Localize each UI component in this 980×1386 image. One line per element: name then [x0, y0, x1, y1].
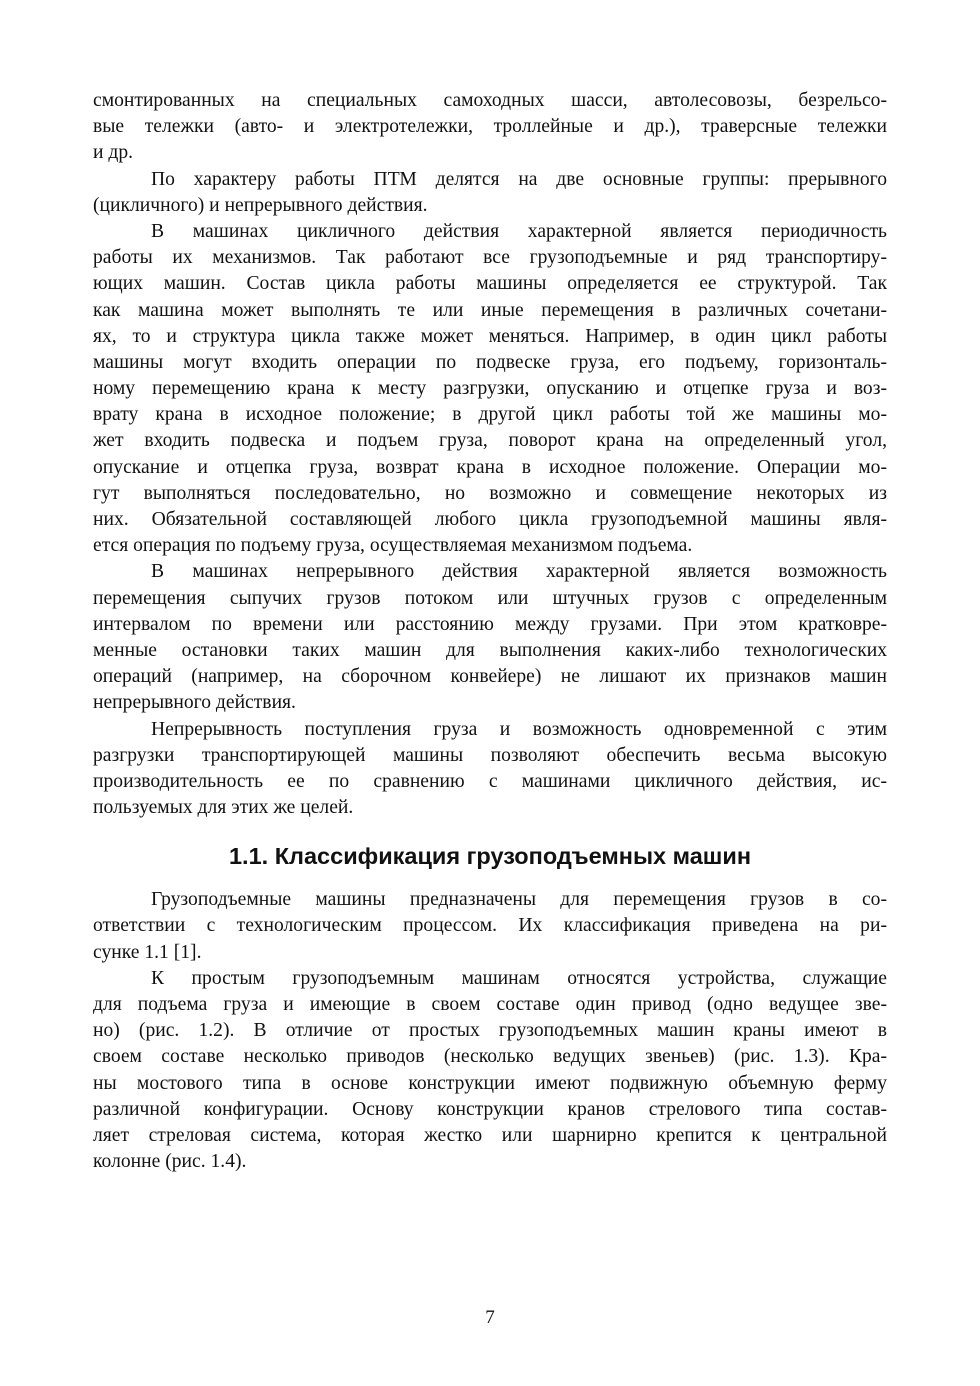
paragraph — [93, 219, 887, 559]
text-line: как машина может выполнять те или иные перемещения в различных сочетани- — [93, 299, 887, 321]
text-line: ется операция по подъему груза, осуществляемая механизмом подъема. — [93, 535, 693, 557]
text-line: и др. — [93, 142, 134, 164]
document-page — [93, 88, 887, 1175]
text-line: операций (например, на сборочном конвейере) не лишают их признаков машин — [93, 666, 887, 688]
text-line: опускание и отцепка груза, возврат крана в исходное положение. Операции мо- — [93, 456, 887, 478]
text-line: работы их механизмов. Так работают все грузоподъемные и ряд транспортиру- — [93, 247, 887, 269]
text-line: По характеру работы ПТМ делятся на две основные группы: прерывного — [151, 168, 887, 190]
text-line: машины могут входить операции по подвеске груза, его подъему, горизонталь- — [93, 351, 887, 373]
text-line: Грузоподъемные машины предназначены для перемещения грузов в со- — [151, 889, 887, 911]
text-line: производительность ее по сравнению с машинами цикличного действия, ис- — [93, 770, 887, 792]
paragraph — [93, 966, 887, 1176]
text-line: перемещения сыпучих грузов потоком или штучных грузов с определенным — [93, 587, 887, 609]
text-line: вые тележки (авто- и электротележки, троллейные и др.), траверсные тележки — [93, 116, 887, 138]
text-line: ны мостового типа в основе конструкции имеют подвижную объемную ферму — [93, 1072, 887, 1094]
text-line: ответствии с технологическим процессом. Их классификация приведена на ри- — [93, 915, 887, 937]
paragraph — [93, 559, 887, 716]
text-line: колонне (рис. 1.4). — [93, 1151, 247, 1173]
section-heading: 1.1. Классификация грузоподъемных машин — [228, 843, 752, 870]
text-line: К простым грузоподъемным машинам относятся устройства, служащие — [151, 967, 887, 989]
text-line: врату крана в исходное положение; в другой цикл работы той же машины мо- — [93, 404, 887, 426]
text-block-after-heading — [93, 887, 887, 1175]
text-line: непрерывного действия. — [93, 692, 296, 714]
text-line: жет входить подвеска и подъем груза, поворот крана на определенный угол, — [93, 430, 887, 452]
text-line: менные остановки таких машин для выполнения каких-либо технологических — [93, 639, 887, 661]
text-line: сунке 1.1 [1]. — [93, 941, 202, 963]
text-line: ющих машин. Состав цикла работы машины определяется ее структурой. Так — [93, 273, 887, 295]
text-line: В машинах цикличного действия характерной является периодичность — [151, 220, 887, 242]
text-line: гут выполняться последовательно, но возможно и совмещение некоторых из — [93, 482, 887, 504]
paragraph — [93, 887, 887, 966]
text-line: ному перемещению крана к месту разгрузки, опусканию и отцепке груза и воз- — [93, 378, 887, 400]
text-line: ляет стреловая система, которая жестко или шарнирно крепится к центральной — [93, 1124, 887, 1146]
text-line: пользуемых для этих же целей. — [93, 797, 354, 819]
text-line: Непрерывность поступления груза и возможность одновременной с этим — [151, 718, 887, 740]
text-line: В машинах непрерывного действия характерной является возможность — [151, 561, 887, 583]
page-number: 7 — [485, 1307, 495, 1328]
text-line: различной конфигурации. Основу конструкции кранов стрелового типа состав- — [93, 1098, 887, 1120]
text-line: смонтированных на специальных самоходных шасси, автолесовозы, безрельсо- — [93, 90, 887, 111]
paragraph — [93, 167, 887, 219]
paragraph — [93, 717, 887, 822]
paragraph — [93, 88, 887, 167]
text-line: интервалом по времени или расстоянию между грузами. При этом кратковре- — [93, 613, 887, 635]
text-line: них. Обязательной составляющей любого цикла грузоподъемной машины явля- — [93, 509, 887, 530]
text-line: но) (рис. 1.2). В отличие от простых грузоподъемных машин краны имеют в — [93, 1020, 887, 1042]
text-line: своем составе несколько приводов (несколько ведущих звеньев) (рис. 1.3). Кра- — [93, 1046, 887, 1068]
text-line: ях, то и структура цикла также может меняться. Например, в один цикл работы — [93, 325, 887, 347]
text-line: для подъема груза и имеющие в своем составе один привод (одно ведущее зве- — [93, 994, 887, 1015]
text-line: разгрузки транспортирующей машины позволяют обеспечить весьма высокую — [93, 744, 887, 766]
text-block-before-heading — [93, 88, 887, 821]
text-line: (цикличного) и непрерывного действия. — [93, 194, 428, 216]
